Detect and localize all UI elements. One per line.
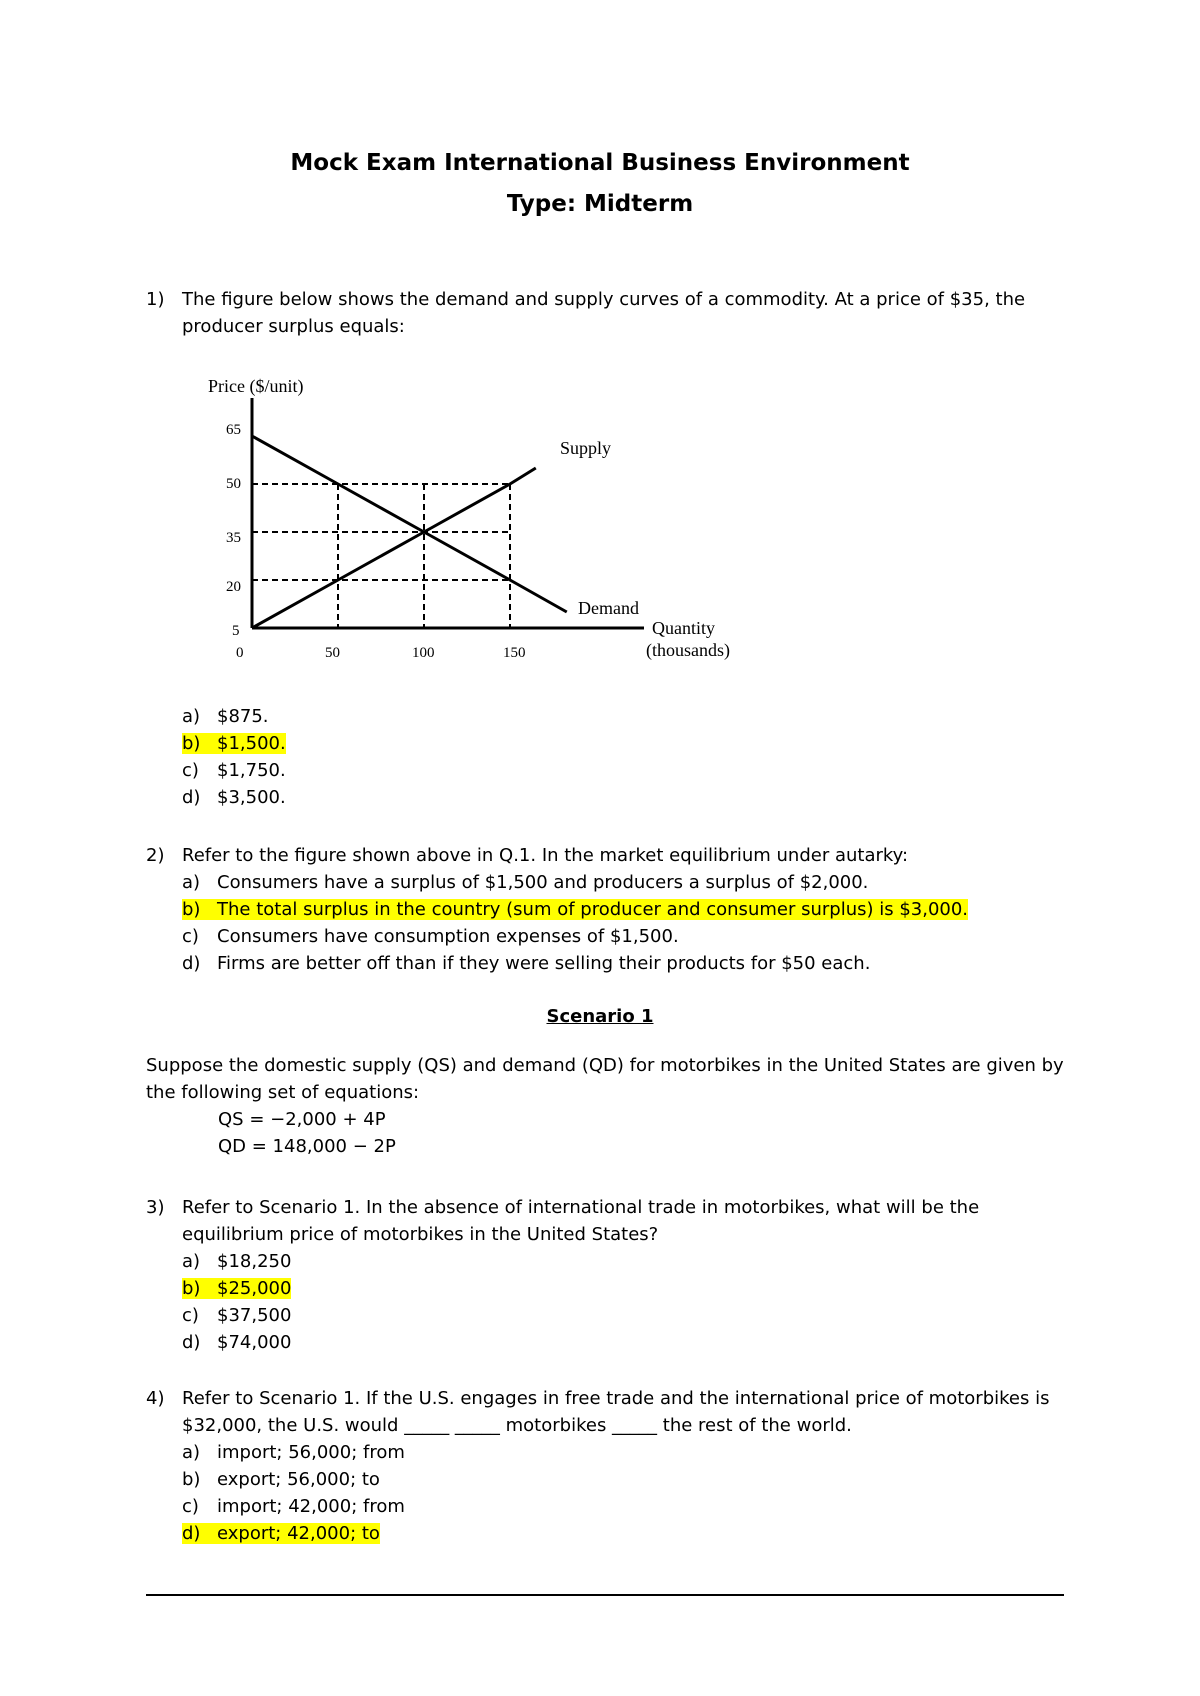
option-text: $18,250 [217, 1251, 292, 1272]
question-text: Refer to the figure shown above in Q.1. In the market equilibrium under autarky: [182, 845, 909, 866]
options-list [182, 703, 1076, 811]
option-text: export; 42,000; to [217, 1523, 380, 1544]
option-c [182, 1302, 1076, 1329]
option-letter: b) [182, 1278, 201, 1299]
option-b [182, 1275, 1076, 1302]
supply-demand-chart [196, 374, 756, 674]
question-number: 1) [146, 289, 165, 310]
options-list [182, 1439, 1076, 1547]
option-a [182, 1439, 1076, 1466]
supply-label: Supply [560, 438, 612, 458]
option-a [182, 869, 1076, 896]
scenario-description: Suppose the domestic supply (QS) and demand (QD) for motorbikes in the United States are given by the following set of equations: [146, 1055, 1064, 1103]
question-number: 3) [146, 1197, 165, 1218]
option-letter: b) [182, 1469, 201, 1490]
x-axis-label-1: Quantity [652, 618, 715, 638]
x-tick-50: 50 [325, 645, 340, 661]
option-letter: c) [182, 1496, 199, 1517]
exam-type: Type: Midterm [506, 191, 694, 217]
option-text: Firms are better off than if they were selling their products for $50 each. [217, 953, 871, 974]
option-text: $1,750. [217, 760, 286, 781]
option-text: $3,500. [217, 787, 286, 808]
option-b [182, 1466, 1076, 1493]
option-letter: d) [182, 1523, 201, 1544]
option-letter: d) [182, 953, 201, 974]
question-1-options [146, 703, 1076, 811]
scenario-heading: Scenario 1 [546, 1006, 654, 1027]
option-text: $25,000 [217, 1278, 292, 1299]
option-text: import; 56,000; from [217, 1442, 405, 1463]
option-d [182, 950, 1076, 977]
option-text: import; 42,000; from [217, 1496, 405, 1517]
option-text: $74,000 [217, 1332, 292, 1353]
option-d [182, 784, 1076, 811]
option-b [182, 730, 1076, 757]
option-text: export; 56,000; to [217, 1469, 380, 1490]
option-d [182, 1329, 1076, 1356]
option-text: The total surplus in the country (sum of producer and consumer surplus) is $3,000. [217, 899, 969, 920]
option-text: $875. [217, 706, 269, 727]
y-tick-35: 35 [226, 530, 241, 546]
y-axis-label: Price ($/unit) [208, 376, 304, 396]
option-c [182, 1493, 1076, 1520]
demand-label: Demand [578, 598, 639, 618]
question-number: 4) [146, 1388, 165, 1409]
option-letter: b) [182, 733, 201, 754]
option-text: $37,500 [217, 1305, 292, 1326]
demand-equation: QD = 148,000 − 2P [218, 1136, 396, 1157]
question-text: The figure below shows the demand and supply curves of a commodity. At a price of $35, the producer surplus equals: [182, 289, 1026, 337]
option-b [182, 896, 1076, 923]
question-1 [146, 286, 1076, 340]
options-list [182, 869, 1076, 977]
option-letter: c) [182, 760, 199, 781]
scenario-text [146, 1052, 1076, 1160]
option-c [182, 757, 1076, 784]
question-text: Refer to Scenario 1. If the U.S. engages in free trade and the international price of motorbikes is $32,000, the U.S. would _____ _____ motorbikes _____ the rest of the world. [182, 1388, 1050, 1436]
option-letter: c) [182, 926, 199, 947]
option-d [182, 1520, 1076, 1547]
question-text: Refer to Scenario 1. In the absence of international trade in motorbikes, what will be the equilibrium price of motorbikes in the United States? [182, 1197, 980, 1245]
demand-curve [252, 436, 567, 612]
y-tick-50: 50 [226, 476, 241, 492]
y-tick-65: 65 [226, 422, 241, 438]
option-letter: a) [182, 872, 201, 893]
option-letter: d) [182, 1332, 201, 1353]
option-a [182, 1248, 1076, 1275]
footer-rule [146, 1594, 1064, 1596]
option-text: $1,500. [217, 733, 286, 754]
option-letter: a) [182, 706, 201, 727]
exam-title: Mock Exam International Business Environment [290, 150, 910, 176]
option-letter: b) [182, 899, 201, 920]
question-2 [146, 842, 1076, 977]
x-tick-150: 150 [503, 645, 526, 661]
supply-equation: QS = −2,000 + 4P [218, 1109, 386, 1130]
question-3 [146, 1194, 1076, 1356]
option-letter: c) [182, 1305, 199, 1326]
option-a [182, 703, 1076, 730]
x-axis-label-2: (thousands) [646, 640, 730, 660]
question-number: 2) [146, 845, 165, 866]
y-tick-20: 20 [226, 579, 241, 595]
x-tick-0: 0 [236, 645, 244, 661]
y-tick-5: 5 [232, 623, 240, 639]
question-4 [146, 1385, 1076, 1547]
x-tick-100: 100 [412, 645, 435, 661]
option-letter: a) [182, 1251, 201, 1272]
option-text: Consumers have a surplus of $1,500 and producers a surplus of $2,000. [217, 872, 869, 893]
option-c [182, 923, 1076, 950]
options-list [182, 1248, 1076, 1356]
option-letter: a) [182, 1442, 201, 1463]
option-text: Consumers have consumption expenses of $1,500. [217, 926, 679, 947]
supply-curve [252, 468, 536, 628]
option-letter: d) [182, 787, 201, 808]
